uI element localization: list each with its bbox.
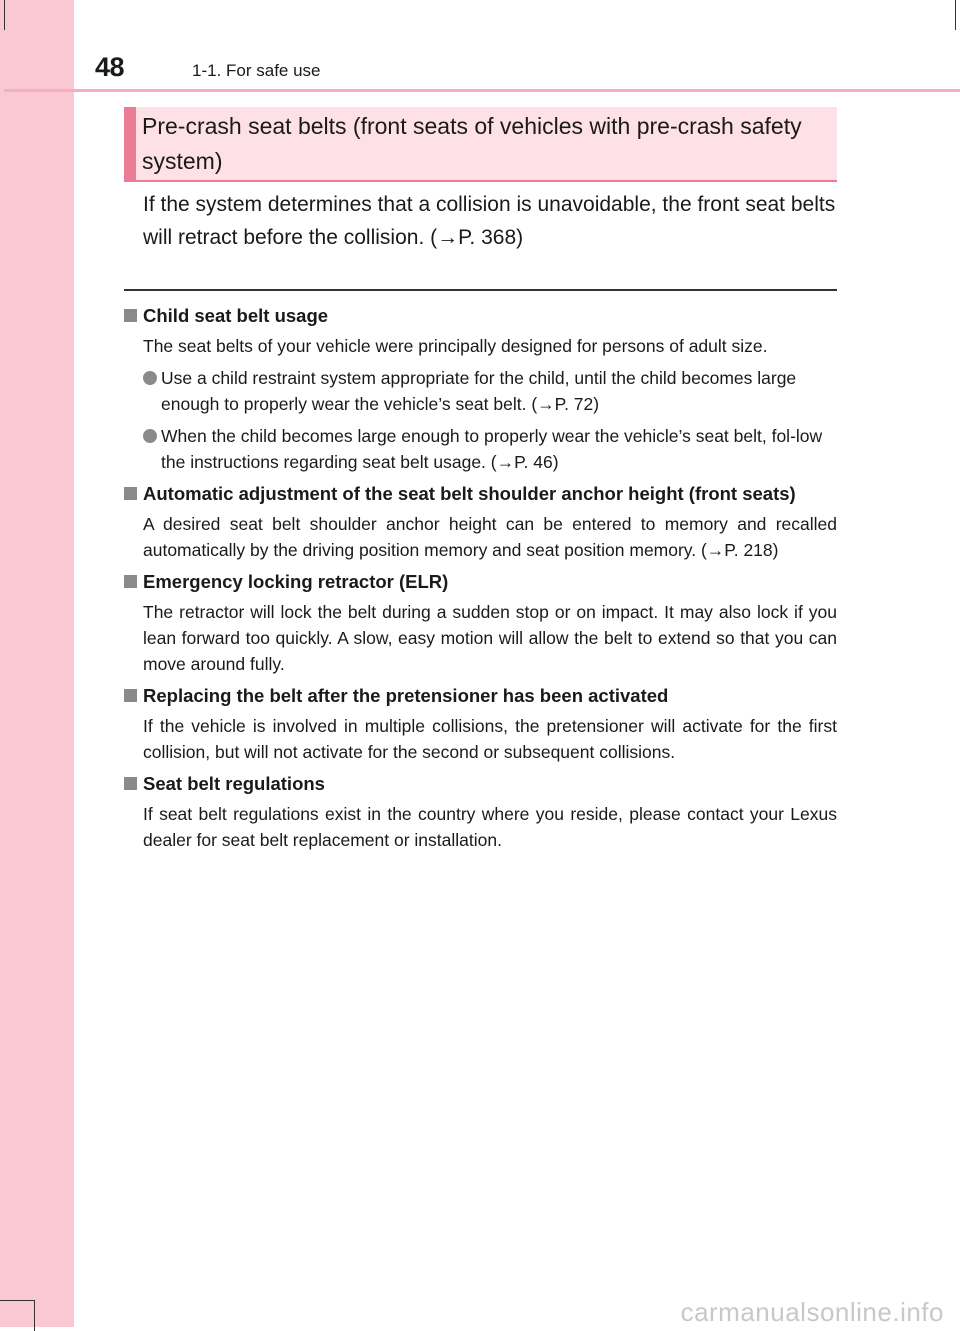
note-child-seat-belt-usage (124, 303, 837, 475)
note-body: If the vehicle is involved in multiple collisions, the pretensioner will activate for the first collision, but will not activate for the second or subsequent collisions. (143, 716, 837, 762)
square-icon (124, 309, 137, 322)
header-rule (4, 89, 960, 92)
intro-line: will retract before the collision. (→P. 368) (143, 226, 524, 249)
note-heading-text: Replacing the belt after the pretensioner has been activated (143, 685, 669, 706)
list-item-text: Use a child restraint system appropriate for the child, until the child becomes large enough to properly wear the vehicle’s seat belt. (→P. 72) (161, 368, 797, 414)
note-heading-text: Automatic adjustment of the seat belt shoulder anchor height (front seats) (143, 483, 796, 504)
side-band (0, 0, 74, 1327)
section-title-box (124, 107, 837, 182)
section-divider (124, 289, 837, 291)
note-body: A desired seat belt shoulder anchor height can be entered to memory and recalled automatically by the driving position memory and seat position memory. (→P. 218) (143, 514, 837, 560)
note-seat-belt-regulations (124, 771, 837, 853)
intro-paragraph (143, 188, 837, 254)
watermark: carmanualsonline.info (680, 1297, 944, 1327)
note-heading (124, 771, 837, 797)
note-heading-text: Seat belt regulations (143, 773, 325, 794)
note-heading (124, 481, 837, 507)
bullet-icon (143, 371, 157, 385)
section-title-line: Pre-crash seat belts (front seats of vehicles with pre-crash safety (142, 113, 802, 139)
page-number: 48 (95, 52, 125, 82)
notes-list (124, 303, 837, 853)
note-shoulder-anchor-adjustment (124, 481, 837, 563)
note-body: If seat belt regulations exist in the country where you reside, please contact your Lexus dealer for seat belt replacement or installation. (143, 804, 837, 850)
bullet-icon (143, 429, 157, 443)
square-icon (124, 575, 137, 588)
note-heading (124, 569, 837, 595)
intro-line: If the system determines that a collision is unavoidable, the front seat belts (143, 193, 836, 216)
note-replacing-belt (124, 683, 837, 765)
crop-mark (34, 1300, 35, 1331)
list-item (143, 423, 837, 475)
section-reference: 1-1. For safe use (192, 61, 321, 80)
note-heading-text: Emergency locking retractor (ELR) (143, 571, 449, 592)
square-icon (124, 689, 137, 702)
section-title (142, 109, 829, 179)
crop-mark (4, 0, 5, 30)
section-title-line: system) (142, 148, 223, 174)
list-item-text: When the child becomes large enough to properly wear the vehicle’s seat belt, fol-low the instructions regarding seat belt usage. (→P. 46) (161, 426, 823, 472)
note-heading (124, 683, 837, 709)
square-icon (124, 777, 137, 790)
note-heading (124, 303, 837, 329)
list-item (143, 365, 837, 417)
crop-mark (955, 0, 956, 30)
note-body: The seat belts of your vehicle were principally designed for persons of adult size. (143, 336, 768, 356)
note-body: The retractor will lock the belt during a sudden stop or on impact. It may also lock if you lean forward too quickly. A slow, easy motion will allow the belt to extend so that you can move around fully. (143, 602, 837, 674)
note-emergency-locking-retractor (124, 569, 837, 677)
square-icon (124, 487, 137, 500)
crop-mark (0, 1300, 34, 1301)
note-heading-text: Child seat belt usage (143, 305, 329, 326)
